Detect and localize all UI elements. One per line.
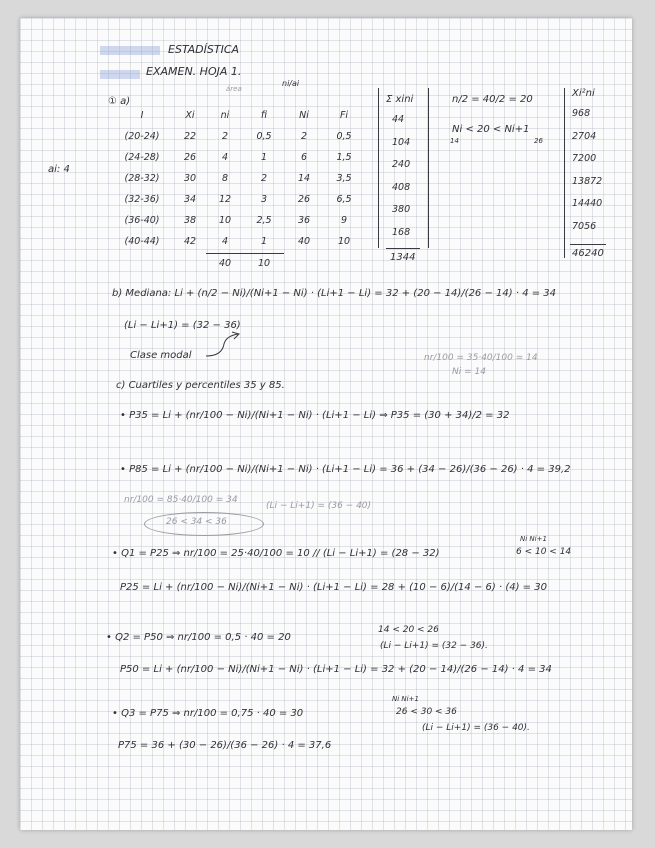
- q3-formula: • Q3 = P75 ⇒ nr/100 = 0,75 · 40 = 30: [112, 708, 304, 719]
- col-header: fi: [260, 110, 268, 121]
- col-header: Ni: [299, 110, 309, 121]
- xini-total: 1344: [390, 252, 416, 263]
- sum-line: [386, 248, 420, 249]
- faint-note: (Li − Li+1) = (36 − 40): [266, 501, 372, 511]
- ni-inequality: Ni < 20 < Ni+1: [452, 124, 530, 135]
- cell: 10: [337, 236, 351, 248]
- q1-formula: • Q1 = P25 ⇒ nr/100 = 25·40/100 = 10 // (Li − Li+1) = (28 − 32): [112, 548, 440, 559]
- xini-column: [392, 114, 410, 249]
- highlight-mark: [100, 46, 160, 55]
- list-item: 44: [392, 114, 405, 125]
- section-c-heading: c) Cuartiles y percentiles 35 y 85.: [116, 380, 285, 391]
- cell: 14: [297, 173, 311, 184]
- cell: 0,5: [256, 131, 272, 142]
- cell: 3: [260, 194, 268, 205]
- cell: 4: [221, 236, 229, 247]
- cell: 1: [260, 152, 268, 163]
- cell: 2: [300, 131, 308, 142]
- cell: 4: [221, 152, 229, 163]
- cell: 30: [183, 173, 197, 184]
- cell: 2,5: [256, 215, 272, 226]
- cell: (40-44): [124, 236, 160, 248]
- p25-formula: P25 = Li + (nr/100 − Ni)/(Ni+1 − Ni) · (Li+1 − Li) = 28 + (10 − 6)/(14 − 6) · (4) = 30: [120, 582, 547, 593]
- table-row: [110, 211, 364, 232]
- faint-note: nr/100 = 85·40/100 = 34: [124, 495, 238, 505]
- p50-formula: P50 = Li + (nr/100 − Ni)/(Ni+1 − Ni) · (Li+1 − Li) = 32 + (20 − 14)/(26 − 14) · 4 = 34: [120, 664, 552, 675]
- col-header: Xi: [185, 110, 195, 121]
- notebook-page: [20, 18, 632, 830]
- list-item: 240: [392, 159, 411, 170]
- column-divider: [560, 88, 565, 258]
- arrow-icon: [204, 330, 244, 360]
- fi-note: ni/ai: [282, 79, 300, 88]
- cell: 38: [183, 215, 197, 226]
- cell: (20-24): [124, 131, 160, 142]
- q3-side-inequality: 26 < 30 < 36: [396, 707, 457, 717]
- cell: (24-28): [124, 152, 160, 163]
- p85-formula: • P85 = Li + (nr/100 − Ni)/(Ni+1 − Ni) · (Li+1 − Li) = 36 + (34 − 26)/(36 − 26) · 4 = 39,2: [120, 464, 571, 475]
- cell: 2: [260, 173, 268, 184]
- cell: 40: [297, 236, 311, 248]
- cell: (28-32): [124, 173, 160, 184]
- column-divider: [424, 88, 429, 248]
- median-interval: (Li − Li+1) = (32 − 36): [124, 320, 241, 331]
- col-header: ni: [220, 110, 230, 121]
- q2-side-inequality: 14 < 20 < 26: [378, 625, 439, 635]
- page-title: ESTADÍSTICA: [168, 43, 240, 56]
- col-header: I: [140, 110, 144, 121]
- total-ni: 40: [206, 254, 244, 276]
- q1-side-inequality: 6 < 10 < 14: [516, 547, 572, 557]
- cell: 6,5: [336, 194, 352, 205]
- ni-inequality-lo: 14: [450, 137, 459, 145]
- ni-inequality-hi: 26: [534, 137, 543, 145]
- p35-formula: • P35 = Li + (nr/100 − Ni)/(Ni+1 − Ni) · (Li+1 − Li) ⇒ P35 = (30 + 34)/2 = 32: [120, 410, 510, 421]
- part-a-label: ① a): [108, 96, 131, 107]
- table-row: [110, 169, 364, 190]
- cell: 2: [221, 131, 229, 142]
- list-item: 13872: [572, 175, 603, 187]
- list-item: 7056: [572, 220, 597, 232]
- list-item: 14440: [572, 198, 603, 209]
- list-item: 7200: [572, 153, 597, 164]
- cell: (32-36): [124, 194, 160, 205]
- table-header-row: [110, 106, 364, 127]
- list-item: 2704: [572, 130, 597, 142]
- table-totals-row: [110, 254, 364, 276]
- table-row: [110, 232, 364, 254]
- cell: 26: [183, 152, 197, 163]
- cell: 34: [183, 194, 197, 205]
- table-row: [110, 190, 364, 211]
- highlight-mark: [100, 70, 140, 79]
- total-fi: 10: [244, 254, 284, 276]
- xini-header: Σ xini: [386, 94, 414, 105]
- cell: 8: [221, 173, 229, 184]
- side-note: ai: 4: [48, 164, 70, 175]
- n-half-formula: n/2 = 40/2 = 20: [452, 94, 533, 105]
- list-item: 968: [572, 108, 591, 119]
- col-header: Fi: [339, 110, 349, 121]
- cell: 12: [218, 194, 232, 205]
- q3-side-interval: (Li − Li+1) = (36 − 40).: [422, 723, 530, 733]
- table-bracket: [372, 88, 379, 248]
- cell: 0,5: [336, 131, 352, 142]
- faint-note: 26 < 34 < 36: [166, 517, 227, 527]
- xi2ni-header: Xi²ni: [572, 88, 595, 99]
- q2-formula: • Q2 = P50 ⇒ nr/100 = 0,5 · 40 = 20: [106, 632, 291, 643]
- xi2ni-column: [572, 108, 602, 243]
- cell: 6: [300, 152, 308, 163]
- mediana-formula: b) Mediana: Li + (n/2 − Ni)/(Ni+1 − Ni) · (Li+1 − Li) = 32 + (20 − 14)/(26 − 14) · 4 = 34: [112, 288, 557, 299]
- list-item: 104: [392, 136, 411, 148]
- q1-side-label: Ni Ni+1: [520, 535, 547, 543]
- clase-modal-label: Clase modal: [130, 350, 192, 361]
- list-item: 380: [392, 204, 411, 215]
- cell: (36-40): [124, 215, 160, 226]
- list-item: 408: [392, 181, 411, 193]
- ni-note: área: [226, 85, 242, 93]
- cell: 10: [218, 215, 232, 226]
- page-subtitle: EXAMEN. HOJA 1.: [146, 65, 242, 78]
- cell: 36: [297, 215, 311, 226]
- q2-side-interval: (Li − Li+1) = (32 − 36).: [380, 641, 488, 651]
- frequency-table: [110, 106, 364, 275]
- cell: 22: [183, 131, 197, 142]
- cell: 42: [183, 236, 197, 248]
- xi2ni-total: 46240: [572, 248, 604, 259]
- faint-note: nr/100 = 35·40/100 = 14: [424, 353, 538, 363]
- faint-note: Ni = 14: [452, 367, 486, 377]
- table-row: [110, 127, 364, 148]
- table-row: [110, 148, 364, 169]
- p75-formula: P75 = 36 + (30 − 26)/(36 − 26) · 4 = 37,6: [118, 740, 332, 751]
- cell: 1: [260, 236, 268, 247]
- q3-side-label: Ni Ni+1: [392, 695, 419, 703]
- sum-line: [570, 244, 606, 245]
- cell: 9: [340, 215, 348, 226]
- cell: 3,5: [336, 173, 352, 184]
- cell: 1,5: [336, 152, 352, 163]
- list-item: 168: [392, 226, 411, 238]
- cell: 26: [297, 194, 311, 205]
